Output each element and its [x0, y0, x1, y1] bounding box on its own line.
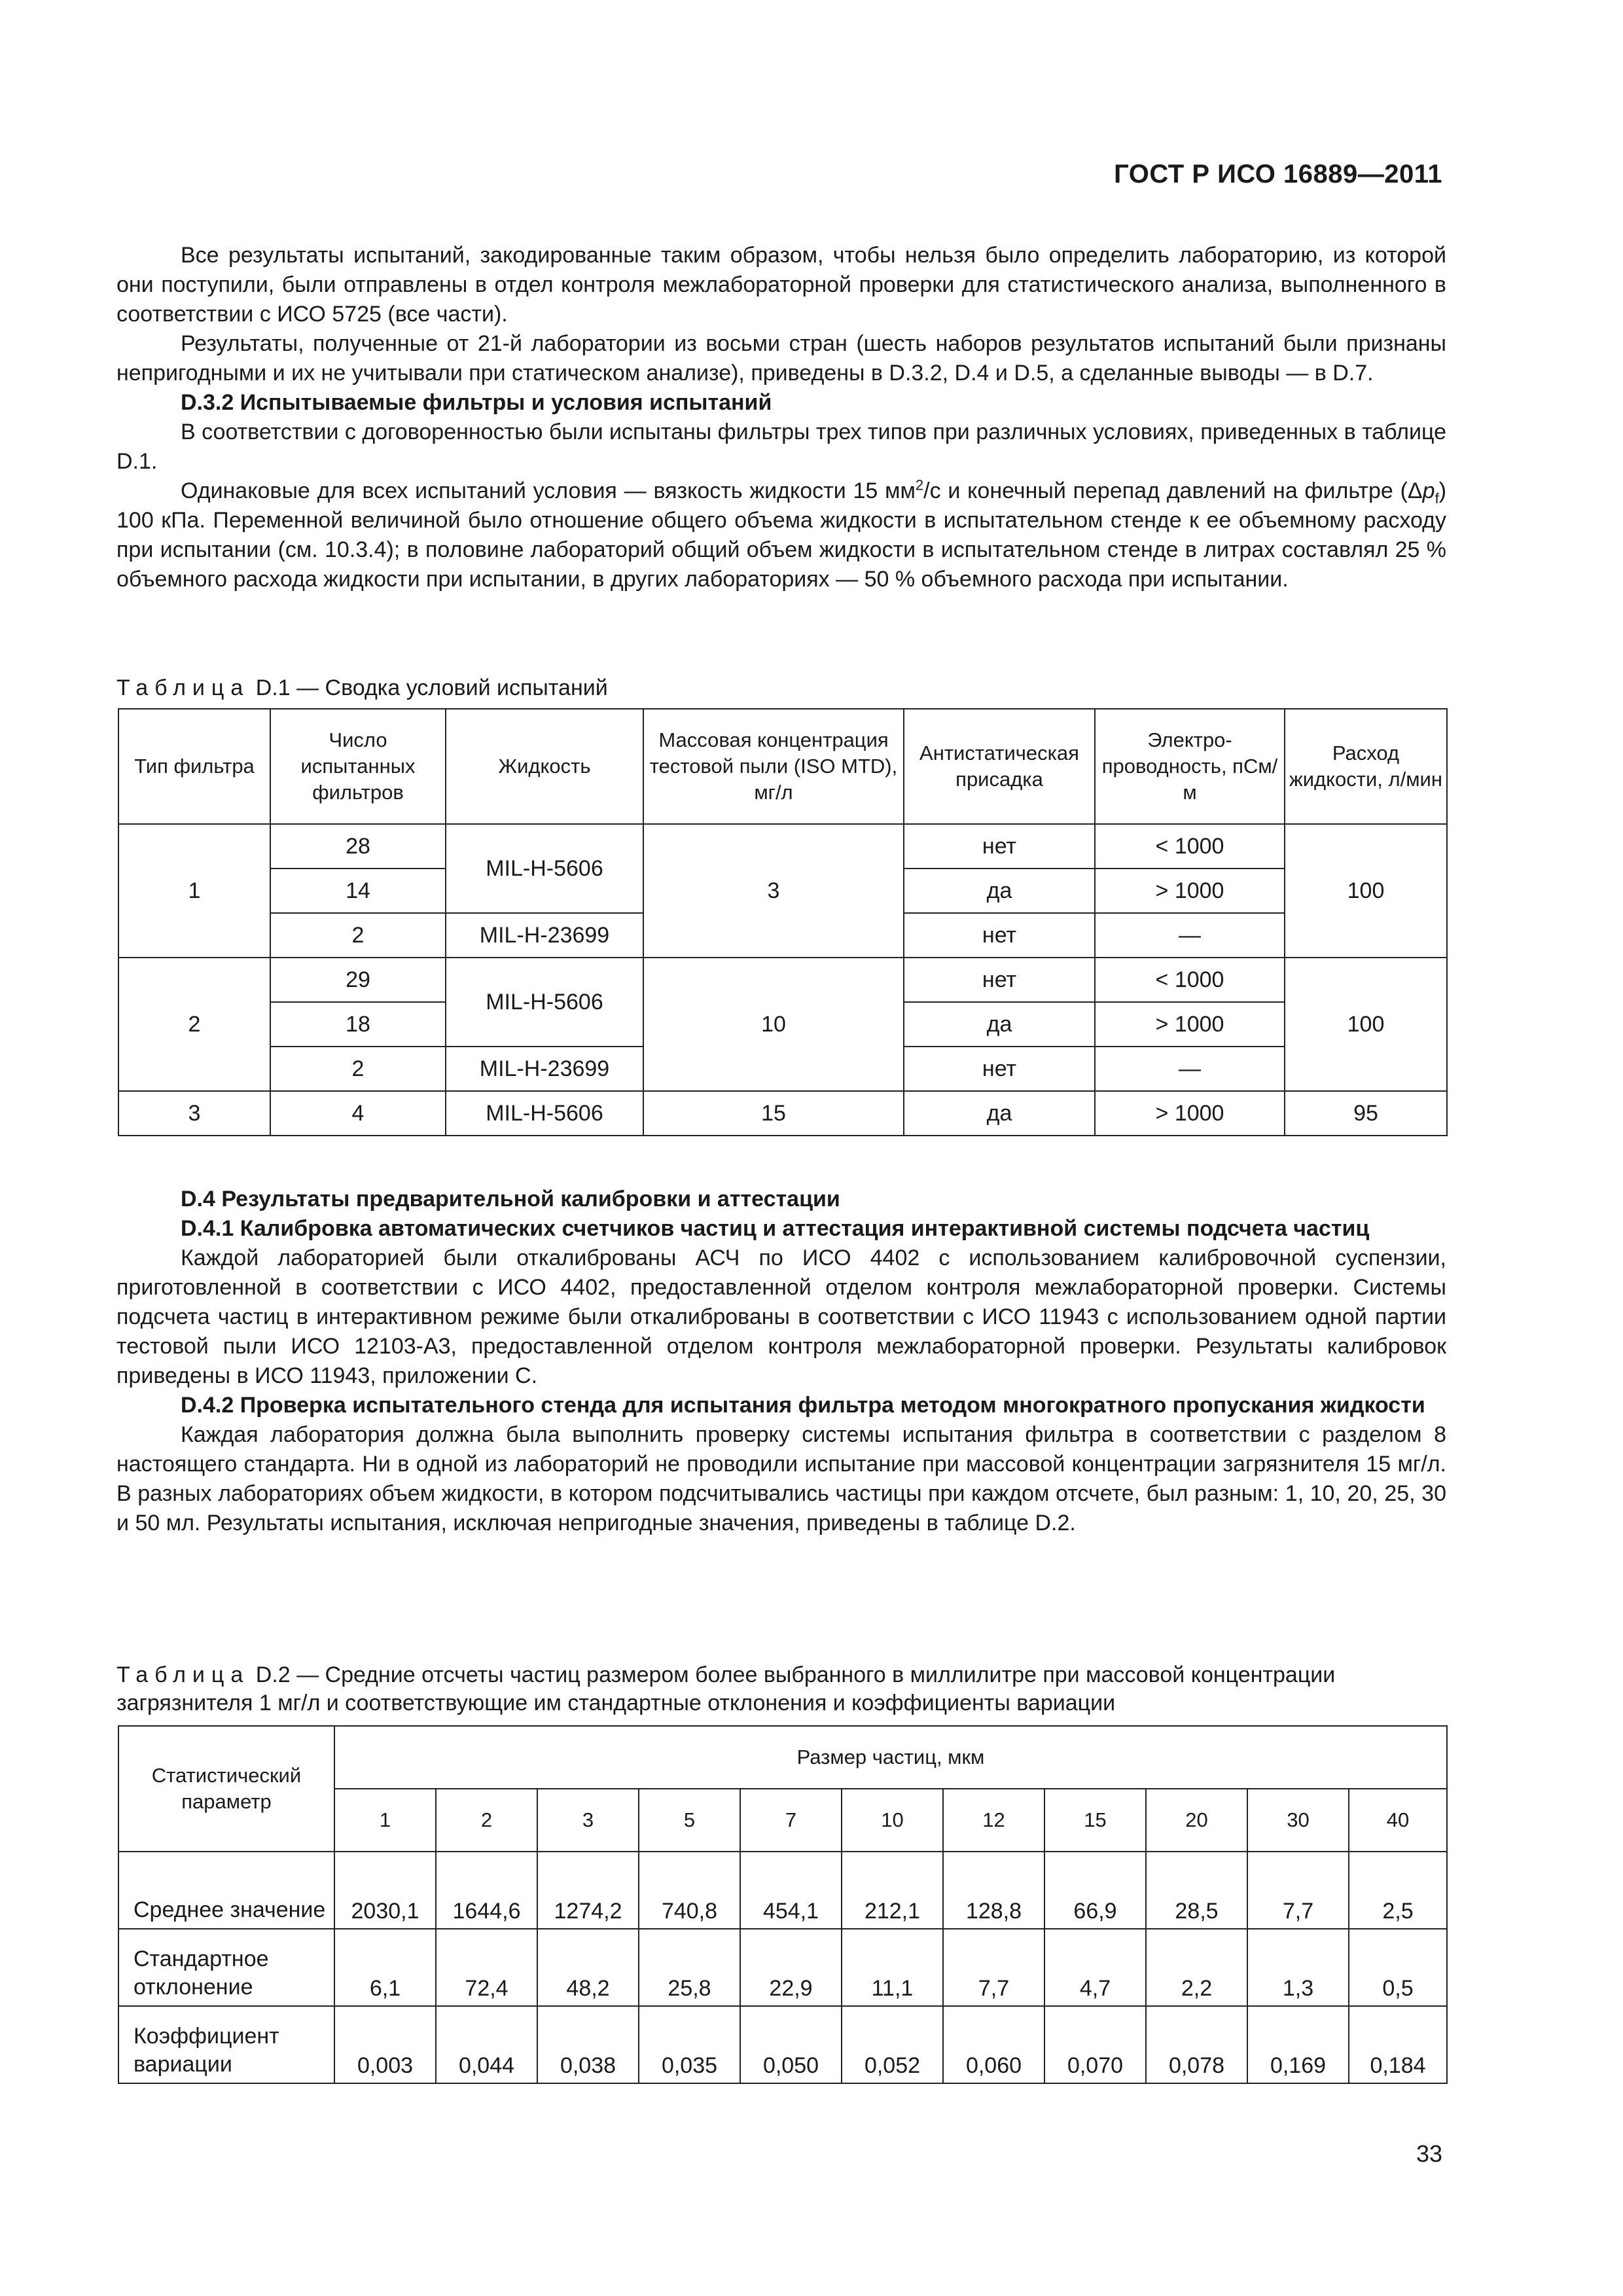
table-row — [118, 1091, 1447, 1136]
cell: > 1000 — [1095, 1091, 1285, 1136]
cell: 0,5 — [1349, 1929, 1447, 2006]
cell: 212,1 — [842, 1852, 943, 1929]
section-heading-d32: D.3.2 Испытываемые фильтры и условия испытаний — [181, 390, 772, 415]
cell: MIL-H-5606 — [446, 824, 643, 913]
header-cell: 7 — [740, 1789, 842, 1852]
cell: 1644,6 — [436, 1852, 537, 1929]
header-cell: 3 — [537, 1789, 639, 1852]
cell: 6,1 — [334, 1929, 436, 2006]
header-cell: 2 — [436, 1789, 537, 1852]
cell: 0,070 — [1044, 2006, 1146, 2083]
cell: 740,8 — [639, 1852, 740, 1929]
cell: — — [1095, 913, 1285, 958]
cell: 25,8 — [639, 1929, 740, 2006]
cell: 0,184 — [1349, 2006, 1447, 2083]
cell: 0,044 — [436, 2006, 537, 2083]
section-heading-d42: D.4.2 Проверка испытательного стенда для испытания фильтра методом многократного пропускания жидкости — [181, 1393, 1425, 1418]
table-header-row — [118, 1726, 1447, 1789]
cell: > 1000 — [1095, 869, 1285, 913]
cell: нет — [904, 1047, 1095, 1091]
paragraph: Одинаковые для всех испытаний условия — вязкость жидкости 15 $мм^2/с$ и конечный перепад давлений на фильтре $(\Delta p_f)$ 100 кПа. Переменной величиной было отношение общего объема жидкости в испытательном стенде к ее объемному расходу при испытании (см. 10.3.4); в половине лабораторий общий объем жидкости в испытательном стенде в литрах составлял 25 % объемного расхода жидкости при испытании, в других лабораториях — 50 % объемного расхода при испытании. — [116, 476, 1447, 592]
header-cell: Расход жидкости, л/мин — [1285, 709, 1447, 824]
cell: 1,3 — [1247, 1929, 1349, 2006]
cell: 15 — [643, 1091, 904, 1136]
header-cell: Жидкость — [446, 709, 643, 824]
header-cell: Статистический параметр — [118, 1726, 334, 1852]
paragraph: В соответствии с договоренностью были испытаны фильтры трех типов при различных условиях, приведенных в таблице D.1. — [116, 420, 1446, 474]
cell: да — [904, 1002, 1095, 1047]
cell: 2,5 — [1349, 1852, 1447, 1929]
cell: 1 — [118, 824, 270, 958]
cell: 1274,2 — [537, 1852, 639, 1929]
cell: 3 — [643, 824, 904, 958]
header-cell: Электро-проводность, пСм/м — [1095, 709, 1285, 824]
header-cell: 12 — [943, 1789, 1044, 1852]
row-label: Среднее значение — [118, 1852, 334, 1929]
cell: да — [904, 1091, 1095, 1136]
cell: 0,169 — [1247, 2006, 1349, 2083]
header-cell: Массовая концентрация тестовой пыли (ISO MTD), мг/л — [643, 709, 904, 824]
page-number: 33 — [1416, 2140, 1442, 2167]
cell: 0,052 — [842, 2006, 943, 2083]
cell: 3 — [118, 1091, 270, 1136]
paragraph: Все результаты испытаний, закодированные таким образом, чтобы нельзя было определить лабораторию, из которой они поступили, были отправлены в отдел контроля межлабораторной проверки для статистического анализа, выполненного в соответствии с ИСО 5725 (все части). — [116, 243, 1446, 327]
intro-block — [116, 241, 1446, 594]
cell: 454,1 — [740, 1852, 842, 1929]
table-d2 — [118, 1725, 1448, 2084]
cell: 100 — [1285, 824, 1447, 958]
cell: 72,4 — [436, 1929, 537, 2006]
cell: 10 — [643, 958, 904, 1091]
cell: 95 — [1285, 1091, 1447, 1136]
cell: 0,035 — [639, 2006, 740, 2083]
paragraph: Каждой лабораторией были откалиброваны АСЧ по ИСО 4402 с использованием калибровочной суспензии, приготовленной в соответствии с ИСО 4402, предоставленной отделом контроля межлабораторной проверки. Системы подсчета частиц в интерактивном режиме были откалиброваны в соответствии с ИСО 11943 с использованием одной партии тестовой пыли ИСО 12103-A3, предоставленной отделом контроля межлабораторной проверки. Результаты калибровок приведены в ИСО 11943, приложении С. — [116, 1246, 1446, 1388]
header-cell: 20 — [1146, 1789, 1247, 1852]
cell: 11,1 — [842, 1929, 943, 2006]
document-header: ГОСТ Р ИСО 16889—2011 — [1114, 160, 1442, 188]
cell: 22,9 — [740, 1929, 842, 2006]
cell: MIL-H-23699 — [446, 1047, 643, 1091]
header-cell: 40 — [1349, 1789, 1447, 1852]
header-cell: 1 — [334, 1789, 436, 1852]
header-cell: Размер частиц, мкм — [334, 1726, 1447, 1789]
table2-caption: Таблица D.2 — Средние отсчеты частиц размером более выбранного в миллилитре при массовой концентрации загрязнителя 1 мг/л и соответствующие им стандартные отклонения и коэффициенты вариации — [116, 1662, 1336, 1715]
table-row — [118, 1929, 1447, 2006]
header-cell: 10 — [842, 1789, 943, 1852]
table-row — [118, 2006, 1447, 2083]
cell: 4 — [270, 1091, 446, 1136]
cell: 2,2 — [1146, 1929, 1247, 2006]
cell: да — [904, 869, 1095, 913]
section-heading-d4: D.4 Результаты предварительной калибровки и аттестации — [181, 1187, 840, 1211]
cell: MIL-H-23699 — [446, 913, 643, 958]
table-row — [118, 958, 1447, 1002]
cell: — — [1095, 1047, 1285, 1091]
table-row — [118, 824, 1447, 869]
cell: 28 — [270, 824, 446, 869]
cell: 100 — [1285, 958, 1447, 1091]
cell: 2 — [270, 1047, 446, 1091]
table-d1 — [118, 708, 1448, 1136]
cell: 2 — [270, 913, 446, 958]
cell: 0,060 — [943, 2006, 1044, 2083]
table1-caption: Таблица D.1 — Сводка условий испытаний — [116, 675, 608, 700]
cell: 7,7 — [1247, 1852, 1349, 1929]
cell: > 1000 — [1095, 1002, 1285, 1047]
header-cell: 30 — [1247, 1789, 1349, 1852]
d4-block — [116, 1185, 1446, 1538]
section-heading-d41: D.4.1 Калибровка автоматических счетчиков частиц и аттестация интерактивной системы подсчета частиц — [181, 1216, 1370, 1241]
header-cell: 5 — [639, 1789, 740, 1852]
cell: MIL-H-5606 — [446, 958, 643, 1047]
header-cell: Антистатическая присадка — [904, 709, 1095, 824]
cell: < 1000 — [1095, 824, 1285, 869]
paragraph: Каждая лаборатория должна была выполнить проверку системы испытания фильтра в соответствии с разделом 8 настоящего стандарта. Ни в одной из лабораторий не проводили испытание при массовой концентрации загрязнителя 15 мг/л. В разных лабораториях объем жидкости, в котором подсчитывались частицы при каждом отсчете, был разным: 1, 10, 20, 25, 30 и 50 мл. Результаты испытания, исключая непригодные значения, приведены в таблице D.2. — [116, 1422, 1446, 1535]
cell: 0,038 — [537, 2006, 639, 2083]
row-label: Стандартное отклонение — [118, 1929, 334, 2006]
cell: 0,078 — [1146, 2006, 1247, 2083]
cell: 29 — [270, 958, 446, 1002]
paragraph: Результаты, полученные от 21-й лаборатории из восьми стран (шесть наборов результатов испытаний были признаны непригодными и их не учитывали при статическом анализе), приведены в D.3.2, D.4 и D.5, а сделанные выводы — в D.7. — [116, 331, 1446, 386]
header-cell: Число испытанных фильтров — [270, 709, 446, 824]
row-label: Коэффициент вариации — [118, 2006, 334, 2083]
cell: нет — [904, 824, 1095, 869]
cell: 2030,1 — [334, 1852, 436, 1929]
cell: 4,7 — [1044, 1929, 1146, 2006]
cell: 14 — [270, 869, 446, 913]
cell: 66,9 — [1044, 1852, 1146, 1929]
cell: 18 — [270, 1002, 446, 1047]
table-row — [118, 1852, 1447, 1929]
cell: MIL-H-5606 — [446, 1091, 643, 1136]
cell: 0,050 — [740, 2006, 842, 2083]
cell: нет — [904, 958, 1095, 1002]
header-cell: 15 — [1044, 1789, 1146, 1852]
cell: < 1000 — [1095, 958, 1285, 1002]
cell: 7,7 — [943, 1929, 1044, 2006]
header-cell: Тип фильтра — [118, 709, 270, 824]
cell: 28,5 — [1146, 1852, 1247, 1929]
cell: 2 — [118, 958, 270, 1091]
cell: 128,8 — [943, 1852, 1044, 1929]
cell: нет — [904, 913, 1095, 958]
table-header-row — [118, 709, 1447, 824]
cell: 0,003 — [334, 2006, 436, 2083]
cell: 48,2 — [537, 1929, 639, 2006]
